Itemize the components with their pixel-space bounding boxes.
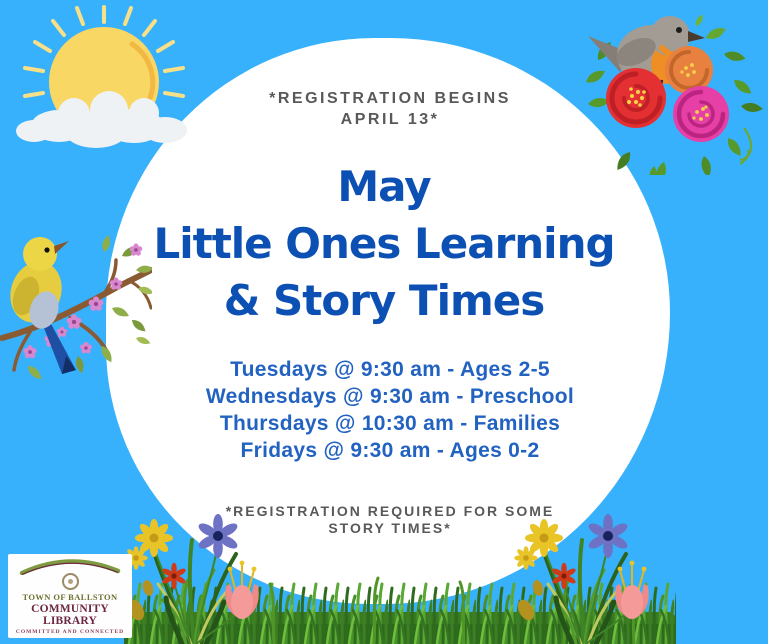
logo-seal-icon [62, 573, 79, 590]
goldfinch-bird [3, 237, 76, 374]
page-title [84, 158, 684, 329]
logo-org-line2: COMMUNITY LIBRARY [31, 603, 109, 627]
library-logo [8, 554, 132, 638]
schedule-list [134, 356, 646, 464]
bottom-note-line2: STORY TIMES* [328, 520, 452, 536]
bottom-registration-note [148, 503, 632, 537]
schedule-line-tuesdays: Tuesdays @ 9:30 am - Ages 2-5 [230, 358, 550, 381]
title-line3: & Story Times [223, 276, 545, 325]
title-line1: May [337, 162, 431, 211]
rose-pink [673, 86, 729, 142]
top-note-line2: APRIL 13* [340, 111, 440, 128]
logo-org-line1: TOWN OF BALLSTON [22, 592, 118, 602]
top-note-line1: *REGISTRATION BEGINS [269, 90, 511, 107]
schedule-line-wednesdays: Wednesdays @ 9:30 am - Preschool [205, 385, 575, 408]
logo-tagline: COMMITTED AND CONNECTED [15, 629, 125, 635]
schedule-line-thursdays: Thursdays @ 10:30 am - Families [219, 412, 561, 435]
schedule-line-fridays: Fridays @ 9:30 am - Ages 0-2 [240, 439, 540, 462]
bottom-note-line1: *REGISTRATION REQUIRED FOR SOME [225, 503, 555, 519]
top-registration-note [134, 88, 646, 130]
title-line2: Little Ones Learning [153, 219, 615, 268]
